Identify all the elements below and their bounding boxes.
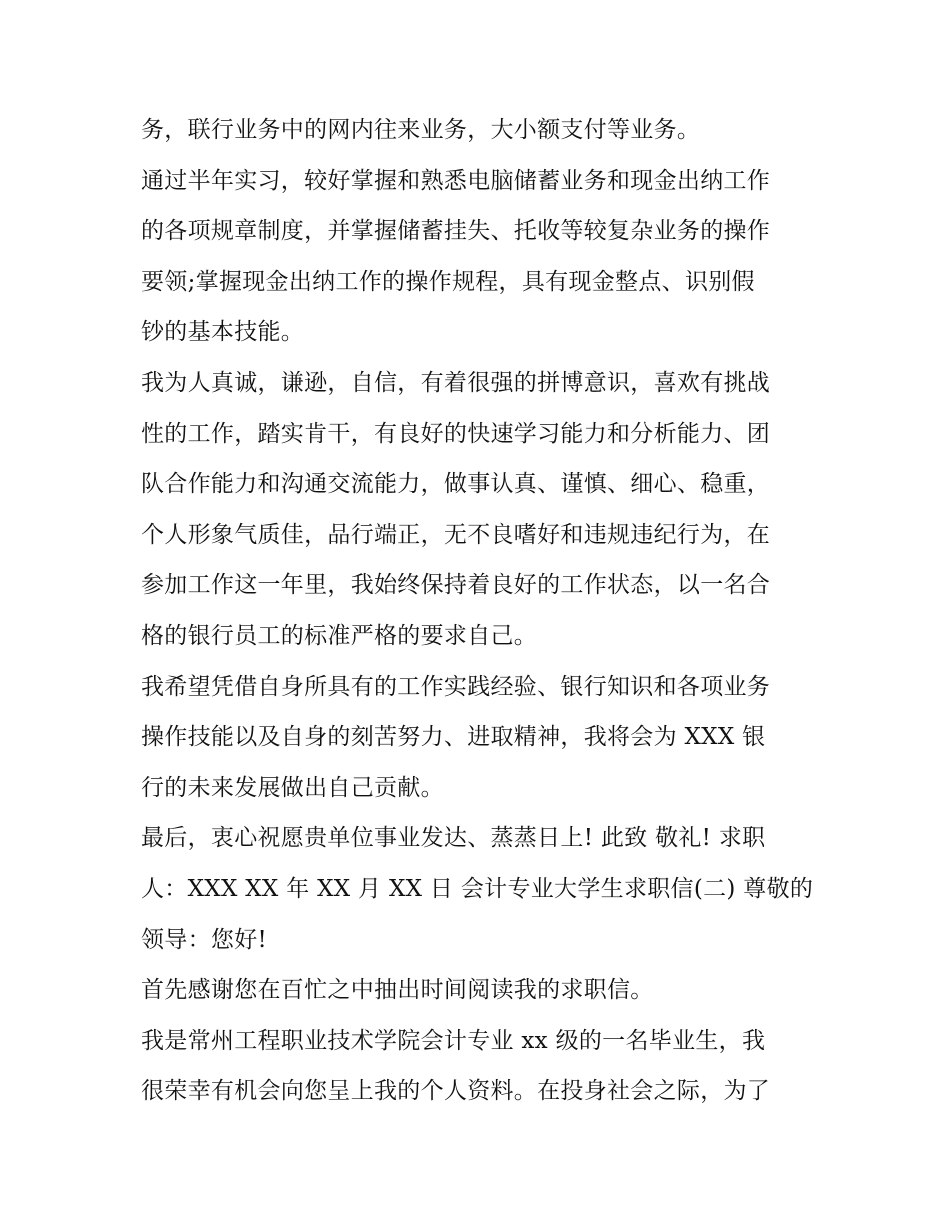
text-line: 务，联行业务中的网内往来业务，大小额支付等业务。 <box>141 117 701 143</box>
text-line: 领导：您好! <box>141 926 268 953</box>
text-line: 通过半年实习，较好掌握和熟悉电脑储蓄业务和现金出纳工作 <box>141 167 771 194</box>
text-line: 个人形象气质佳，品行端正，无不良嗜好和违规违纪行为，在 <box>141 521 771 548</box>
text-line: 钞的基本技能。 <box>141 319 305 346</box>
text-line: 行的未来发展做出自己贡献。 <box>141 774 444 801</box>
text-line: 我希望凭借自身所具有的工作实践经验、银行知识和各项业务 <box>141 673 771 700</box>
text-line: 我为人真诚，谦逊，自信，有着很强的拼博意识，喜欢有挑战 <box>141 369 771 396</box>
text-line: 性的工作，踏实肯干，有良好的快速学习能力和分析能力、团 <box>141 420 771 447</box>
text-line: 格的银行员工的标准严格的要求自己。 <box>141 622 538 649</box>
text-line: 很荣幸有机会向您呈上我的个人资料。在投身社会之际，为了 <box>141 1078 771 1105</box>
text-line: 参加工作这一年里，我始终保持着良好的工作状态，以一名合 <box>141 572 771 599</box>
document-body <box>141 105 821 1117</box>
text-line: 我是常州工程职业技术学院会计专业 xx 级的一名毕业生，我 <box>141 1027 766 1054</box>
text-line: 队合作能力和沟通交流能力，做事认真、谨慎、细心、稳重， <box>141 471 771 498</box>
text-line: 的各项规章制度，并掌握储蓄挂失、托收等较复杂业务的操作 <box>141 218 771 245</box>
text-line: 最后，衷心祝愿贵单位事业发达、蒸蒸日上! 此致 敬礼! 求职 <box>141 825 766 852</box>
text-line: 操作技能以及自身的刻苦努力、进取精神，我将会为 XXX 银 <box>141 724 766 751</box>
text-line: 要领;掌握现金出纳工作的操作规程，具有现金整点、识别假 <box>141 268 755 295</box>
text-line: 人：XXX XX 年 XX 月 XX 日 会计专业大学生求职信(二) 尊敬的 <box>141 875 814 902</box>
text-line: 首先感谢您在百忙之中抽出时间阅读我的求职信。 <box>141 977 654 1004</box>
